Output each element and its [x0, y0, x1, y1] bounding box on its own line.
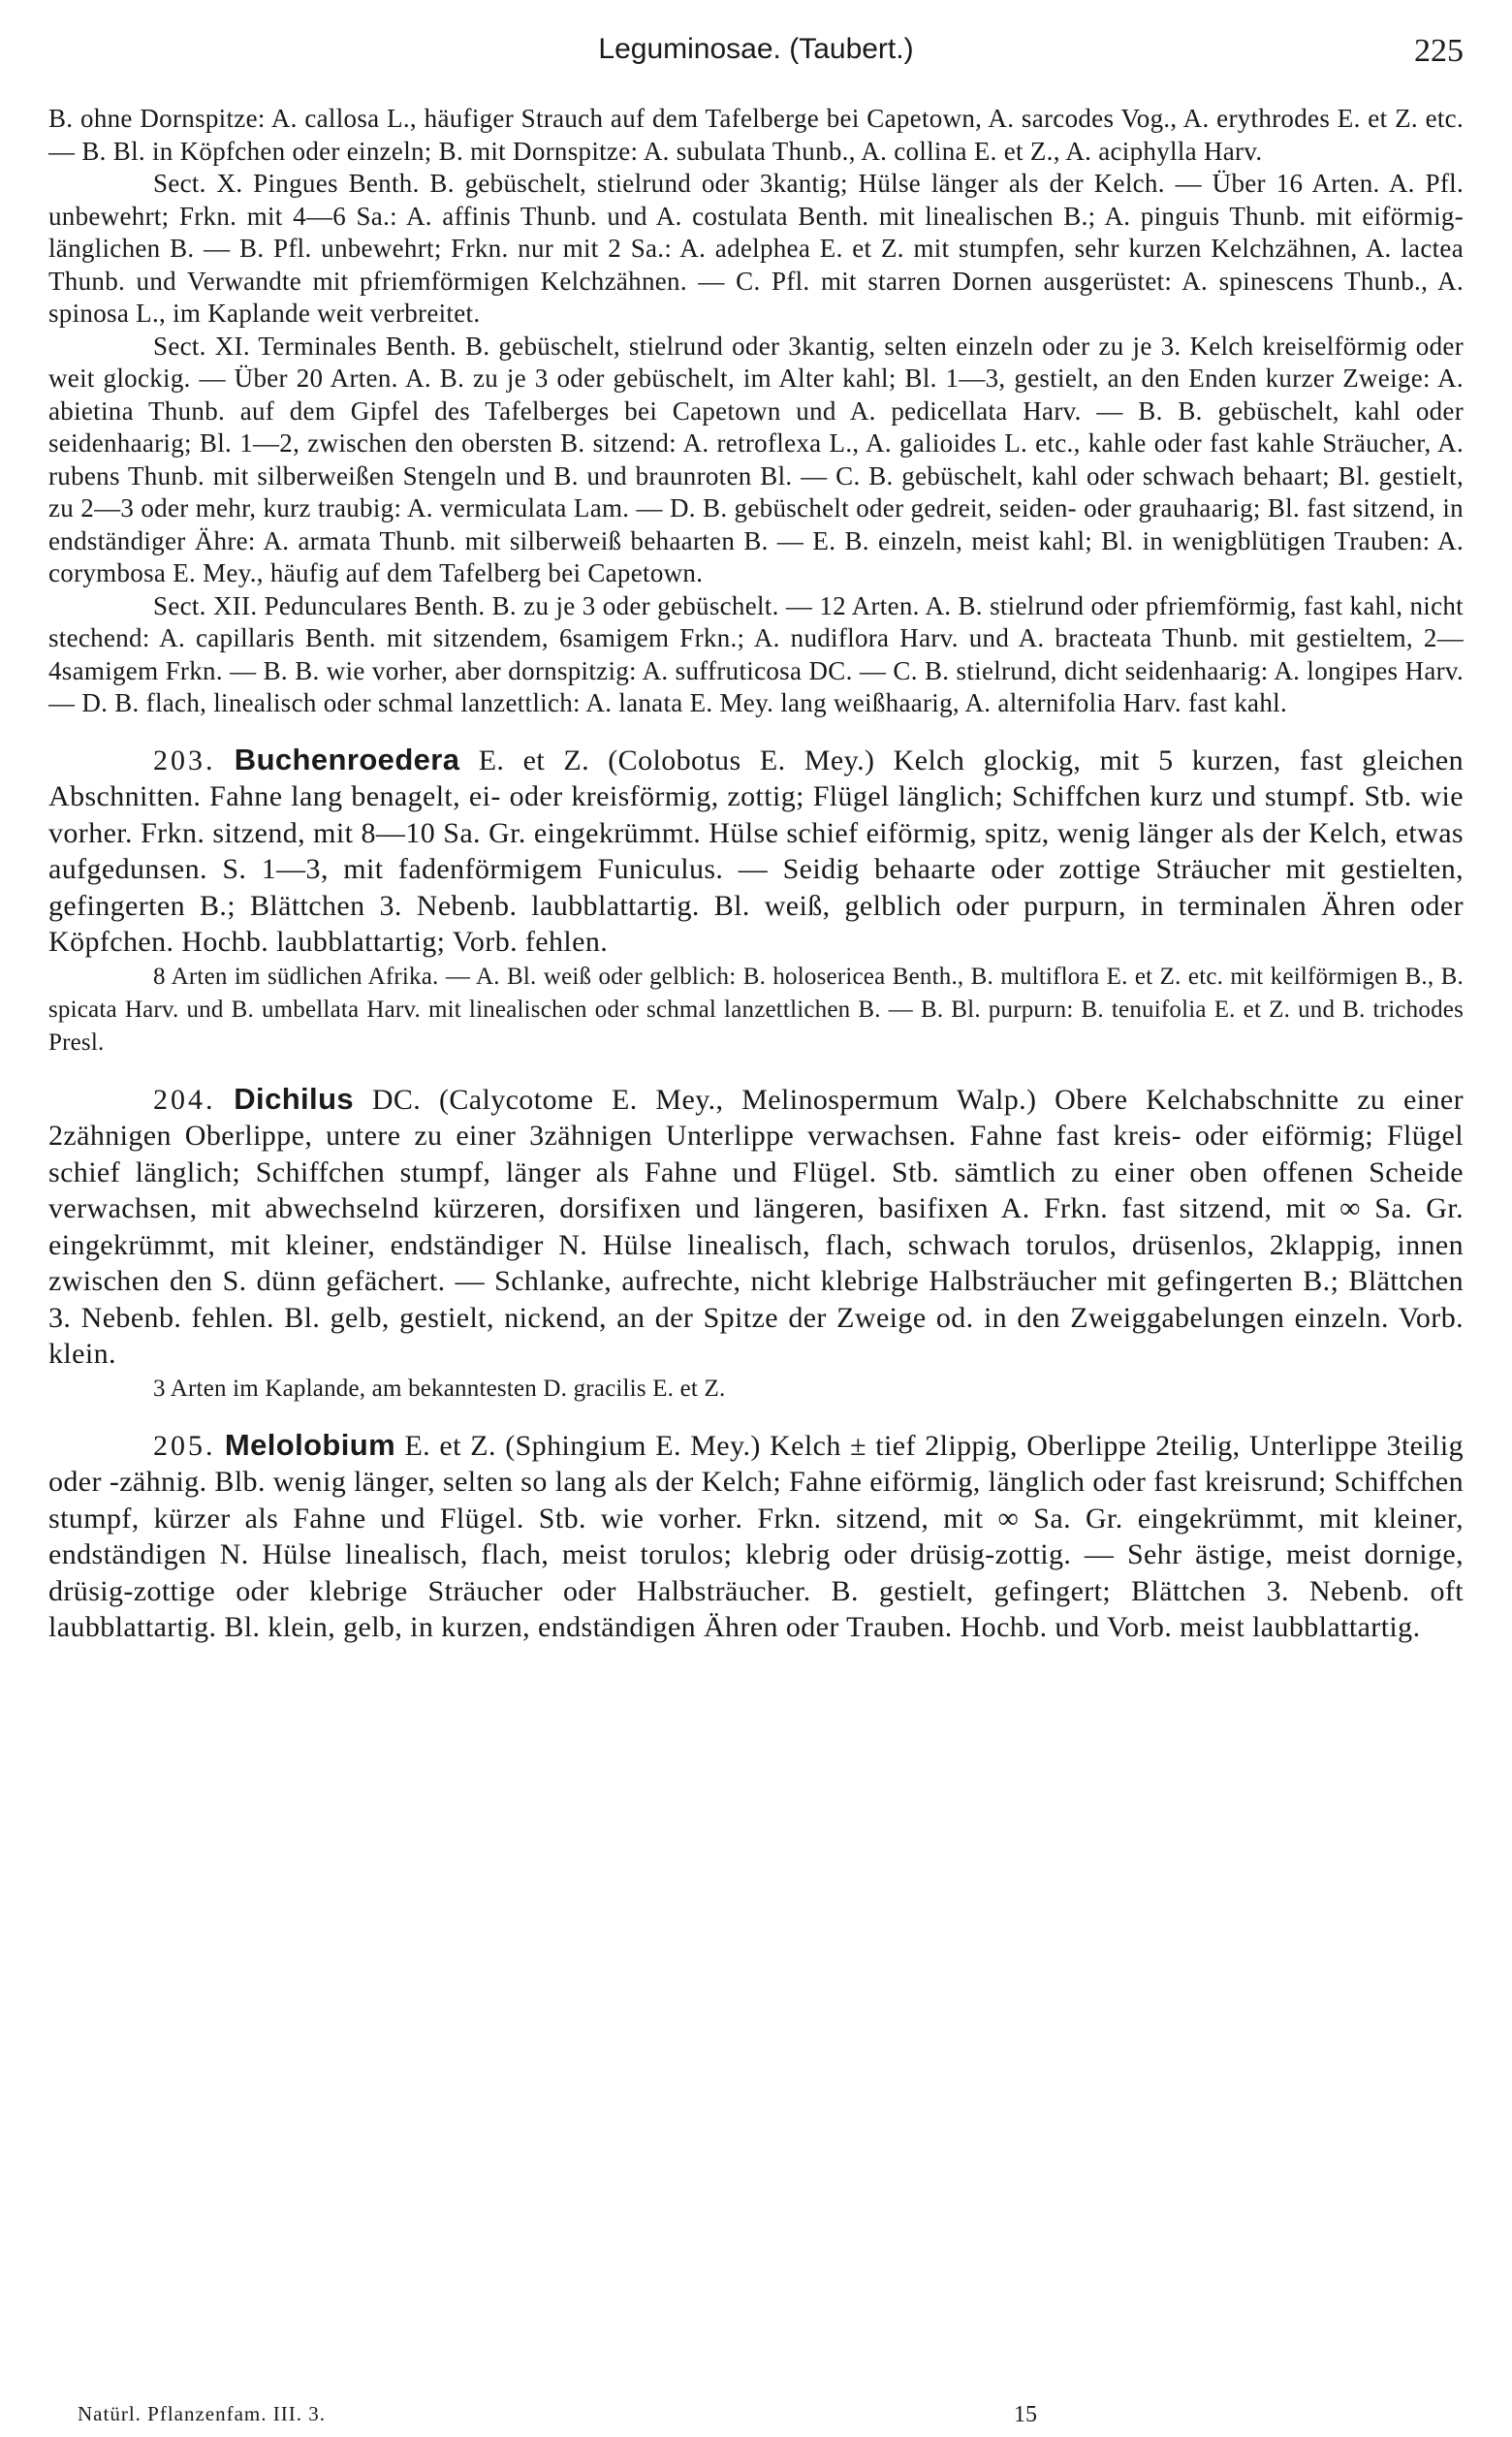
species-note: 8 Arten im südlichen Afrika. — A. Bl. weiß oder gelblich: B. holosericea Benth., B. multiflora E. et Z. etc. mit keilförmigen B., B. spicata Harv. und B. umbellata Harv. mit linealischen oder schmal lanzettlichen B. — B. Bl. purpurn: B. tenuifolia E. et Z. und B. trichodes Presl. — [48, 963, 1464, 1056]
genus-description: E. et Z. (Sphingium E. Mey.) Kelch ± tief 2lippig, Oberlippe 2teilig, Unterlippe 3teilig oder -zähnig. Blb. wenig länger, selten so lang als der Kelch; Fahne eiförmig, länglich oder fast kreisrund; Schiffchen stumpf, kürzer als Fahne und Flügel. Stb. wie vorher. Frkn. sitzend, mit ∞ Sa. Gr. eingekrümmt, mit kleiner, endständigen N. Hülse linealisch, flach, meist torulos; klebrig oder drüsig-zottig. — Sehr ästige, meist dornige, drüsig-zottige oder klebrige Sträucher oder Halbsträucher. B. gestielt, gefingert; Blättchen 3. Nebenb. oft laubblattartig. Bl. klein, gelb, in kurzen, endständigen Ähren oder Trauben. Hochb. und Vorb. meist laubblattartig. — [48, 1429, 1464, 1643]
footer-work-title: Natürl. Pflanzenfam. III. 3. — [78, 2402, 326, 2425]
genus-number: 205. — [153, 1429, 216, 1462]
section-x-paragraph: Sect. X. Pingues Benth. B. gebüschelt, stielrund oder 3kantig; Hülse länger als der Kelch. — Über 16 Arten. A. Pfl. unbewehrt; Frkn. mit 4—6 Sa.: A. affinis Thunb. und A. costulata Benth. mit linealischen B.; A. pinguis Thunb. mit eiförmig-länglichen B. — B. Pfl. unbewehrt; Frkn. nur mit 2 Sa.: A. adelphea E. et Z. mit stumpfen, sehr kurzen Kelchzähnen, A. lactea Thunb. und Verwandte mit pfriemförmigen Kelchzähnen. — C. Pfl. mit starren Dornen ausgerüstet: A. spinescens Thunb., A. spinosa L., im Kaplande weit verbreitet. — [48, 169, 1464, 328]
genus-entry-dichilus — [48, 1081, 1464, 1406]
key-paragraph: B. ohne Dornspitze: A. callosa L., häufiger Strauch auf dem Tafelberge bei Capetown, A. sarcodes Vog., A. erythrodes E. et Z. etc. — B. Bl. in Köpfchen oder einzeln; B. mit Dornspitze: A. subulata Thunb., A. collina E. et Z., A. aciphylla Harv. — [48, 104, 1464, 166]
genus-description: DC. (Calycotome E. Mey., Melinospermum Walp.) Obere Kelchabschnitte zu einer 2zähnigen Oberlippe, untere zu einer 3zähnigen Unterlippe verwachsen. Fahne fast kreis- oder eiförmig; Flügel schief länglich; Schiffchen stumpf, länger als Fahne und Flügel. Stb. sämtlich zu einer oben offenen Scheide verwachsen, mit abwechselnd kürzeren, dorsifixen und längeren, basifixen A. Frkn. fast sitzend, mit ∞ Sa. Gr. eingekrümmt, mit kleiner, endständiger N. Hülse linealisch, flach, schwach torulos, drüsenlos, 2klappig, innen zwischen den S. dünn gefächert. — Schlanke, aufrechte, nicht klebrige Halbsträucher mit gefingerten B.; Blättchen 3. Nebenb. fehlen. Bl. gelb, gestielt, nickend, an der Spitze der Zweige od. in den Zweiggabelungen einzeln. Vorb. klein. — [48, 1083, 1465, 1370]
section-xii-paragraph: Sect. XII. Pedunculares Benth. B. zu je 3 oder gebüschelt. — 12 Arten. A. B. stielrund oder pfriemförmig, fast kahl, nicht stechend: A. capillaris Benth. mit sitzendem, 6samigem Frkn.; A. nudiflora Harv. und A. bracteata Thunb. mit gestieltem, 2—4samigem Frkn. — B. B. wie vorher, aber dornspitzig: A. suffruticosa DC. — C. B. stielrund, dicht seidenhaarig: A. longipes Harv. — D. B. flach, linealisch oder schmal lanzettlich: A. lanata E. Mey. lang weißhaarig, A. alternifolia Harv. fast kahl. — [48, 590, 1464, 717]
genus-name: Dichilus — [234, 1081, 355, 1116]
page-footer — [48, 2402, 1464, 2431]
page-body — [48, 103, 1464, 1667]
signature-mark: 15 — [1014, 2402, 1037, 2427]
genus-number: 203. — [153, 744, 216, 776]
key-continuation — [48, 103, 1464, 720]
running-title: Leguminosae. (Taubert.) — [598, 33, 914, 65]
page-header — [0, 33, 1512, 72]
genus-description: E. et Z. (Colobotus E. Mey.) Kelch glockig, mit 5 kurzen, fast gleichen Abschnitten. Fahne lang benagelt, ei- oder kreisförmig, zottig; Flügel länglich; Schiffchen kurz und stumpf. Stb. wie vorher. Frkn. sitzend, mit 8—10 Sa. Gr. eingekrümmt. Hülse schief eiförmig, spitz, wenig länger als der Kelch, etwas aufgedunsen. S. 1—3, mit fadenförmigem Funiculus. — Seidig behaarte oder zottige Sträucher mit gestielten, gefingerten B.; Blättchen 3. Nebenb. laubblattartig. Bl. weiß, gelblich oder purpurn, in terminalen Ähren oder Köpfchen. Hochb. laubblattartig; Vorb. fehlen. — [48, 744, 1464, 958]
section-xi-paragraph: Sect. XI. Terminales Benth. B. gebüschelt, stielrund oder 3kantig, selten einzeln oder zu je 3. Kelch kreiselförmig oder weit glockig. — Über 20 Arten. A. B. zu je 3 oder gebüschelt, im Alter kahl; Bl. 1—3, gestielt, an den Enden kurzer Zweige: A. abietina Thunb. auf dem Gipfel des Tafelberges bei Capetown und A. pedicellata Harv. — B. B. gebüschelt, kahl oder seidenhaarig; Bl. 1—2, zwischen den obersten B. sitzend: A. retroflexa L., A. galioides L. etc., kahle oder fast kahle Sträucher, A. rubens Thunb. mit silberweißen Stengeln und B. und braunroten Bl. — C. B. gebüschelt, kahl oder schwach behaart; Bl. gestielt, zu 2—3 oder mehr, kurz traubig: A. vermiculata Lam. — D. B. gebüschelt oder gedreit, seiden- oder grauhaarig; Bl. fast sitzend, in endständiger Ähre: A. armata Thunb. mit silberweiß behaarten B. — E. B. einzeln, meist kahl; Bl. in wenigblütigen Trauben: A. corymbosa E. Mey., häufig auf dem Tafelberg bei Capetown. — [48, 331, 1464, 587]
genus-entry-melolobium — [48, 1427, 1464, 1646]
genus-paragraph — [48, 742, 1464, 961]
page-number: 225 — [1414, 33, 1464, 69]
species-note: 3 Arten im Kaplande, am bekanntesten D. gracilis E. et Z. — [153, 1375, 726, 1402]
genus-entry-buchenroedera — [48, 742, 1464, 1060]
genus-name: Buchenroedera — [234, 742, 460, 776]
genus-paragraph — [48, 1427, 1464, 1646]
genus-paragraph — [48, 1081, 1464, 1373]
genus-number: 204. — [153, 1083, 216, 1116]
genus-name: Melolobium — [224, 1427, 396, 1462]
